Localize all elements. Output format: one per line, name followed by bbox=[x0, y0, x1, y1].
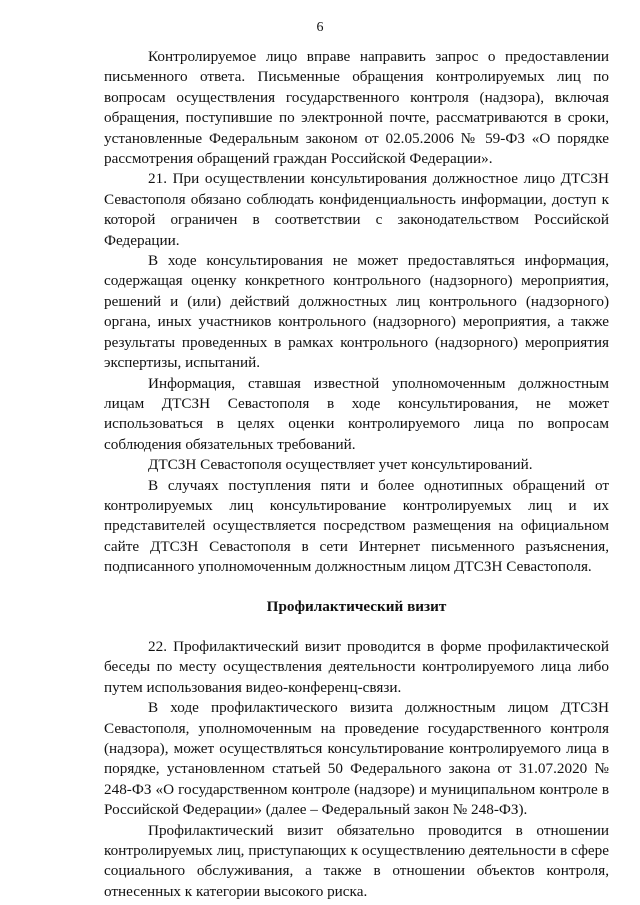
paragraph: Контролируемое лицо вправе направить запрос о предоставлении письменного ответа. Письменные обращения контролируемых лиц по вопросам осуществления государственного контроля (надзора), включая обращения, поступившие по электронной почте, рассматриваются в сроки, установленные Федеральным законом от 02.05.2006 № 59-ФЗ «О порядке рассмотрения обращений граждан Российской Федерации». bbox=[104, 48, 609, 168]
paragraph: 22. Профилактический визит проводится в форме профилактической беседы по месту осуществления деятельности контролируемого лица либо путем использования видео-конференц-связи. bbox=[104, 637, 609, 696]
document-body bbox=[104, 47, 609, 902]
paragraph: В ходе консультирования не может предоставляться информация, содержащая оценку конкретного контрольного (надзорного) мероприятия, решений и (или) действий должностных лиц контрольного (надзорного) органа, иных участников контрольного (надзорного) мероприятия, а также результаты проведенных в рамках контрольного (надзорного) мероприятия экспертизы, испытаний. bbox=[104, 252, 609, 372]
page-number: 6 bbox=[316, 20, 324, 35]
section-heading: Профилактический визит bbox=[266, 597, 447, 615]
paragraph: Информация, ставшая известной уполномоченным должностным лицам ДТСЗН Севастополя в ходе консультирования, не может использоваться в целях оценки контролируемого лица по вопросам соблюдения обязательных требований. bbox=[104, 374, 609, 453]
paragraph: Профилактический визит обязательно проводится в отношении контролируемых лиц, приступающих к осуществлению деятельности в сфере социального обслуживания, а также в отношении объектов контроля, отнесенных к категории высокого риска. bbox=[104, 821, 609, 900]
paragraph: ДТСЗН Севастополя осуществляет учет консультирований. bbox=[148, 456, 533, 474]
paragraph: В ходе профилактического визита должностным лицом ДТСЗН Севастополя, уполномоченным на проведение государственного контроля (надзора), может осуществляться консультирование контролируемого лица в порядке, установленном статьей 50 Федерального закона от 31.07.2020 № 248-ФЗ «О государственном контроле (надзоре) и муниципальном контроле в Российской Федерации» (далее – Федеральный закон № 248-ФЗ). bbox=[104, 699, 609, 819]
paragraph: 21. При осуществлении консультирования должностное лицо ДТСЗН Севастополя обязано соблюдать конфиденциальность информации, доступ к которой ограничен в соответствии с законодательством Российской Федерации. bbox=[104, 170, 609, 249]
paragraph: В случаях поступления пяти и более однотипных обращений от контролируемых лиц консультирование контролируемых лиц и их представителей осуществляется посредством размещения на официальном сайте ДТСЗН Севастополя в сети Интернет письменного разъяснения, подписанного уполномоченным должностным лицом ДТСЗН Севастополя. bbox=[104, 476, 609, 576]
